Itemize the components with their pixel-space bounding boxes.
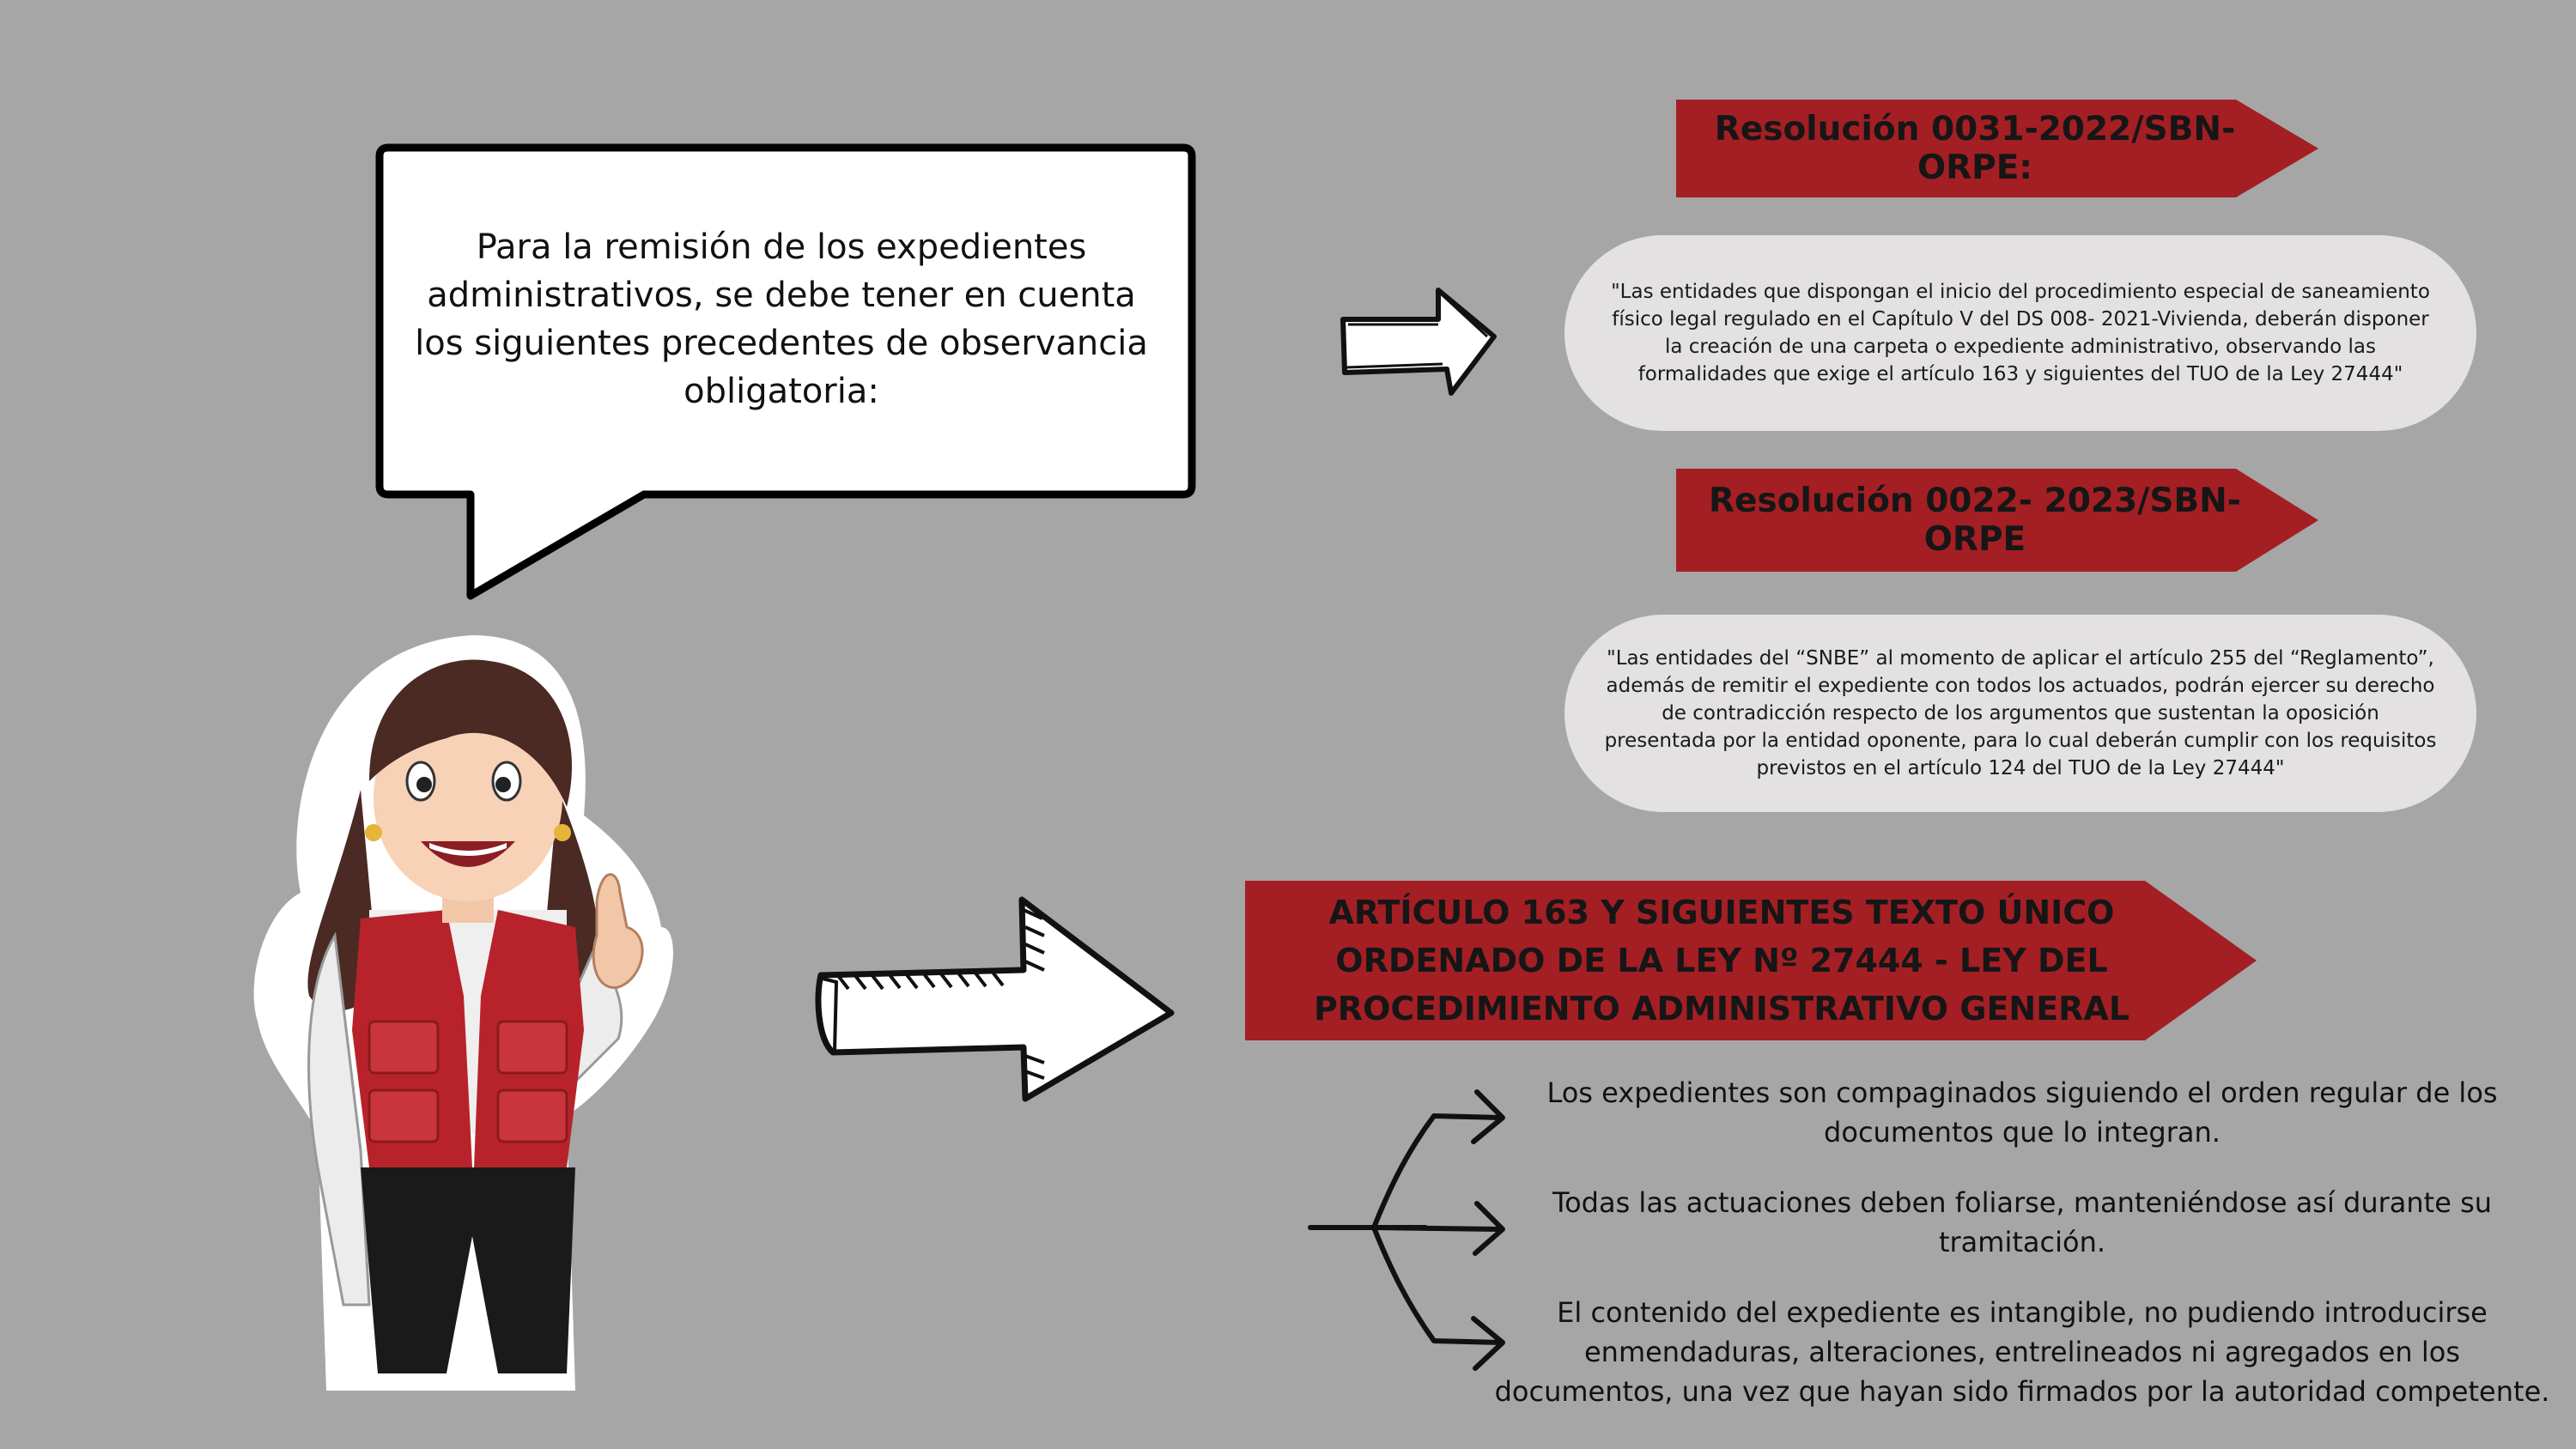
resolution-title: Resolución 0022- 2023/SBN-ORPE [1709, 482, 2241, 559]
bullet-text: Todas las actuaciones deben foliarse, manteniéndose así durante su tramitación. [1552, 1186, 2493, 1258]
resolution-quote-text: "Las entidades que dispongan el inicio del procedimiento especial de saneamiento físico legal regulado en el Capítulo V del DS 008- 2021-Vivienda, deberán disponer la creación de una carpeta o expediente administrativo, observando las formalidades que exige el artículo 163 y siguientes del TUO de la Ley 27444" [1611, 281, 2430, 385]
article-title: ARTÍCULO 163 Y SIGUIENTES TEXTO ÚNICO ORDENADO DE LA LEY Nº 27444 - LEY DEL PROCEDIMIENTO ADMINISTRATIVO GENERAL [1313, 894, 2130, 1028]
speech-text: Para la remisión de los expedientes administrativos, se debe tener en cuenta los siguientes precedentes de observancia obligatoria: [415, 227, 1148, 411]
resolution-quote [1564, 235, 2476, 431]
resolution-quote-text: "Las entidades del “SNBE” al momento de aplicar el artículo 255 del “Reglamento”, además de remitir el expediente con todos los actuados, podrán ejercer su derecho de contradicción respecto de los argumentos que sustentan la oposición presentada por la entidad oponente, para lo cual deberán cumplir con los requisitos previstos en el artículo 124 del TUO de la Ley 27444" [1604, 647, 2437, 779]
resolution-title: Resolución 0031-2022/SBN-ORPE: [1714, 110, 2236, 187]
branch-arrows-icon [1305, 1082, 1511, 1382]
bullet-text: El contenido del expediente es intangible, no pudiendo introducirse enmendaduras, alteraciones, entrelineados ni agregados en los documentos, una vez que hayan sido firmados por la autoridad competente. [1494, 1296, 2550, 1408]
resolution-quote [1564, 615, 2476, 812]
woman-illustration [249, 618, 696, 1391]
hand-drawn-arrow-icon [1340, 283, 1503, 399]
hand-drawn-arrow-icon [811, 893, 1180, 1107]
bullet-text: Los expedientes son compaginados siguiendo el orden regular de los documentos que lo integran. [1546, 1076, 2498, 1149]
